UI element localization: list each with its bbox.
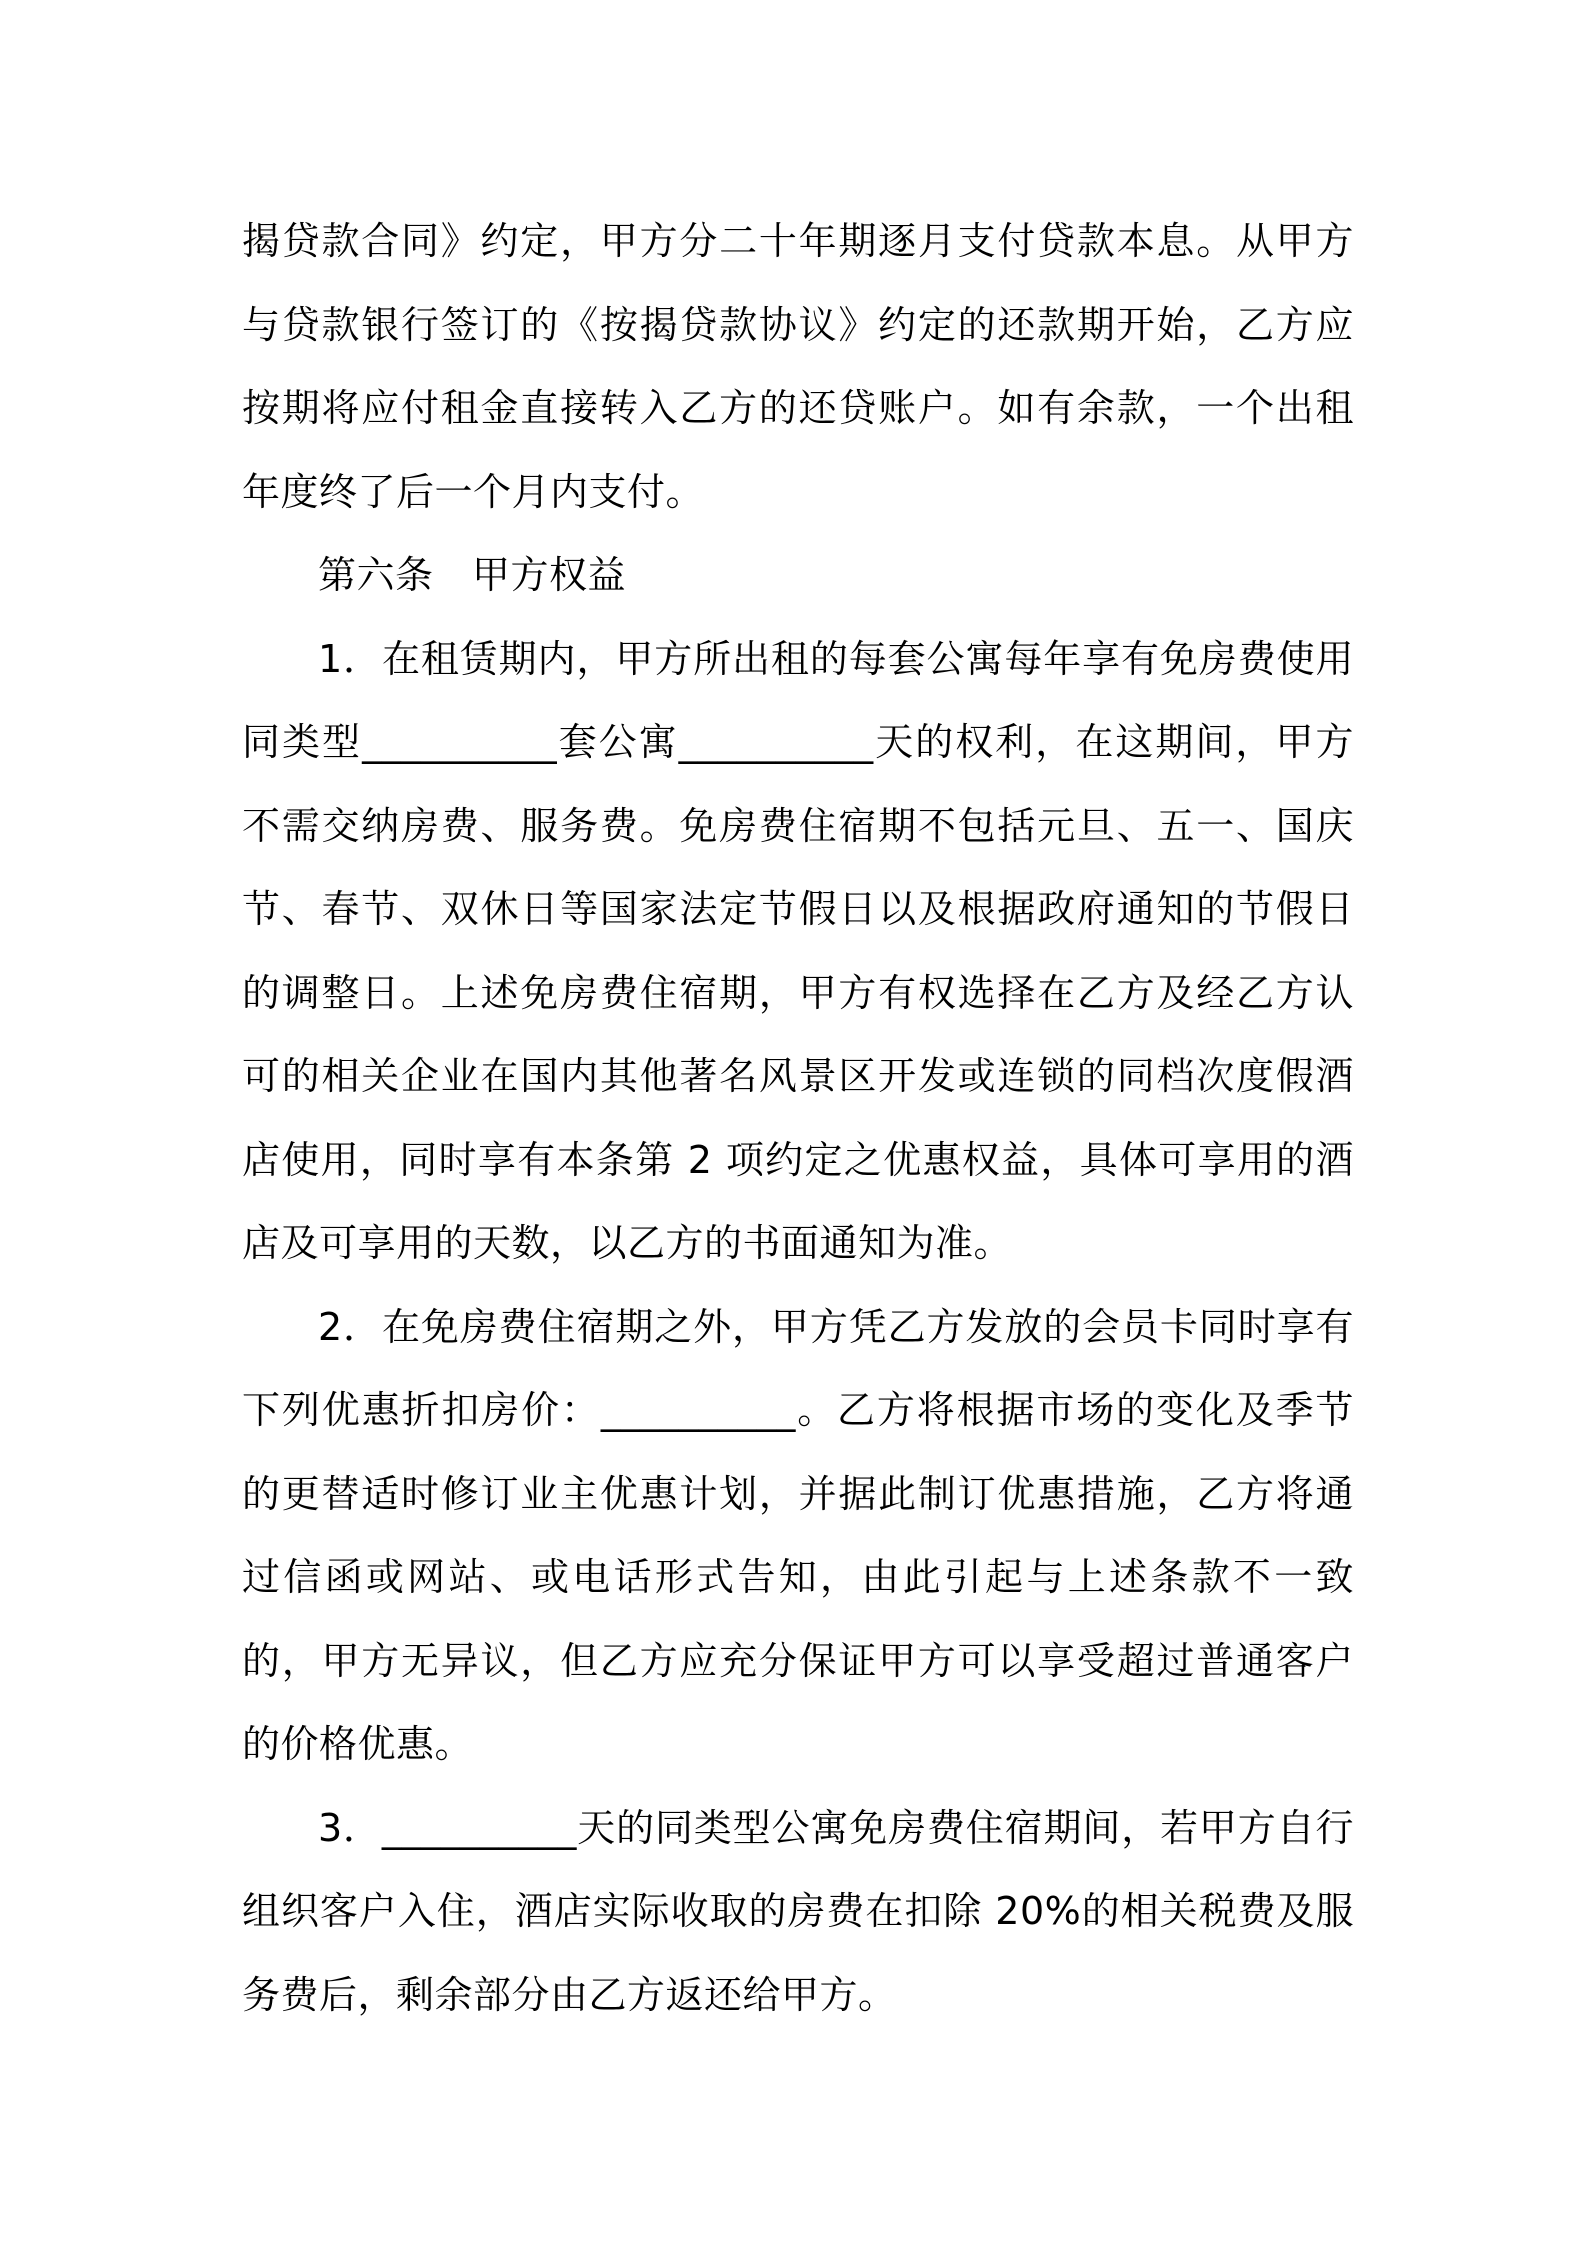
article-heading: 第六条 甲方权益	[318, 553, 627, 597]
paragraph-clause-3: 3．__________天的同类型公寓免房费住宿期间，若甲方自行组织客户入住，酒店实际收取的房费在扣除 20%的相关税费及服务费后，剩余部分由乙方返还给甲方。	[242, 1805, 1354, 2017]
paragraph-clause-2: 2．在免房费住宿期之外，甲方凭乙方发放的会员卡同时享有下列优惠折扣房价：__________。乙方将根据市场的变化及季节的更替适时修订业主优惠计划，并据此制订优惠措施，乙方将通过信函或网站、或电话形式告知，由此引起与上述条款不一致的，甲方无异议，但乙方应充分保证甲方可以享受超过普通客户的价格优惠。	[242, 1304, 1354, 1766]
paragraph-loan-repayment: 揭贷款合同》约定，甲方分二十年期逐月支付贷款本息。从甲方与贷款银行签订的《按揭贷款协议》约定的还款期开始，乙方应按期将应付租金直接转入乙方的还贷账户。如有余款，一个出租年度终了后一个月内支付。	[242, 219, 1354, 514]
document-body	[242, 200, 1354, 2037]
paragraph-clause-1: 1．在租赁期内，甲方所出租的每套公寓每年享有免房费使用同类型__________套公寓__________天的权利，在这期间，甲方不需交纳房费、服务费。免房费住宿期不包括元旦、五一、国庆节、春节、双休日等国家法定节假日以及根据政府通知的节假日的调整日。上述免房费住宿期，甲方有权选择在乙方及经乙方认可的相关企业在国内其他著名风景区开发或连锁的同档次度假酒店使用，同时享有本条第 2 项约定之优惠权益，具体可享用的酒店及可享用的天数，以乙方的书面通知为准。	[242, 636, 1354, 1265]
